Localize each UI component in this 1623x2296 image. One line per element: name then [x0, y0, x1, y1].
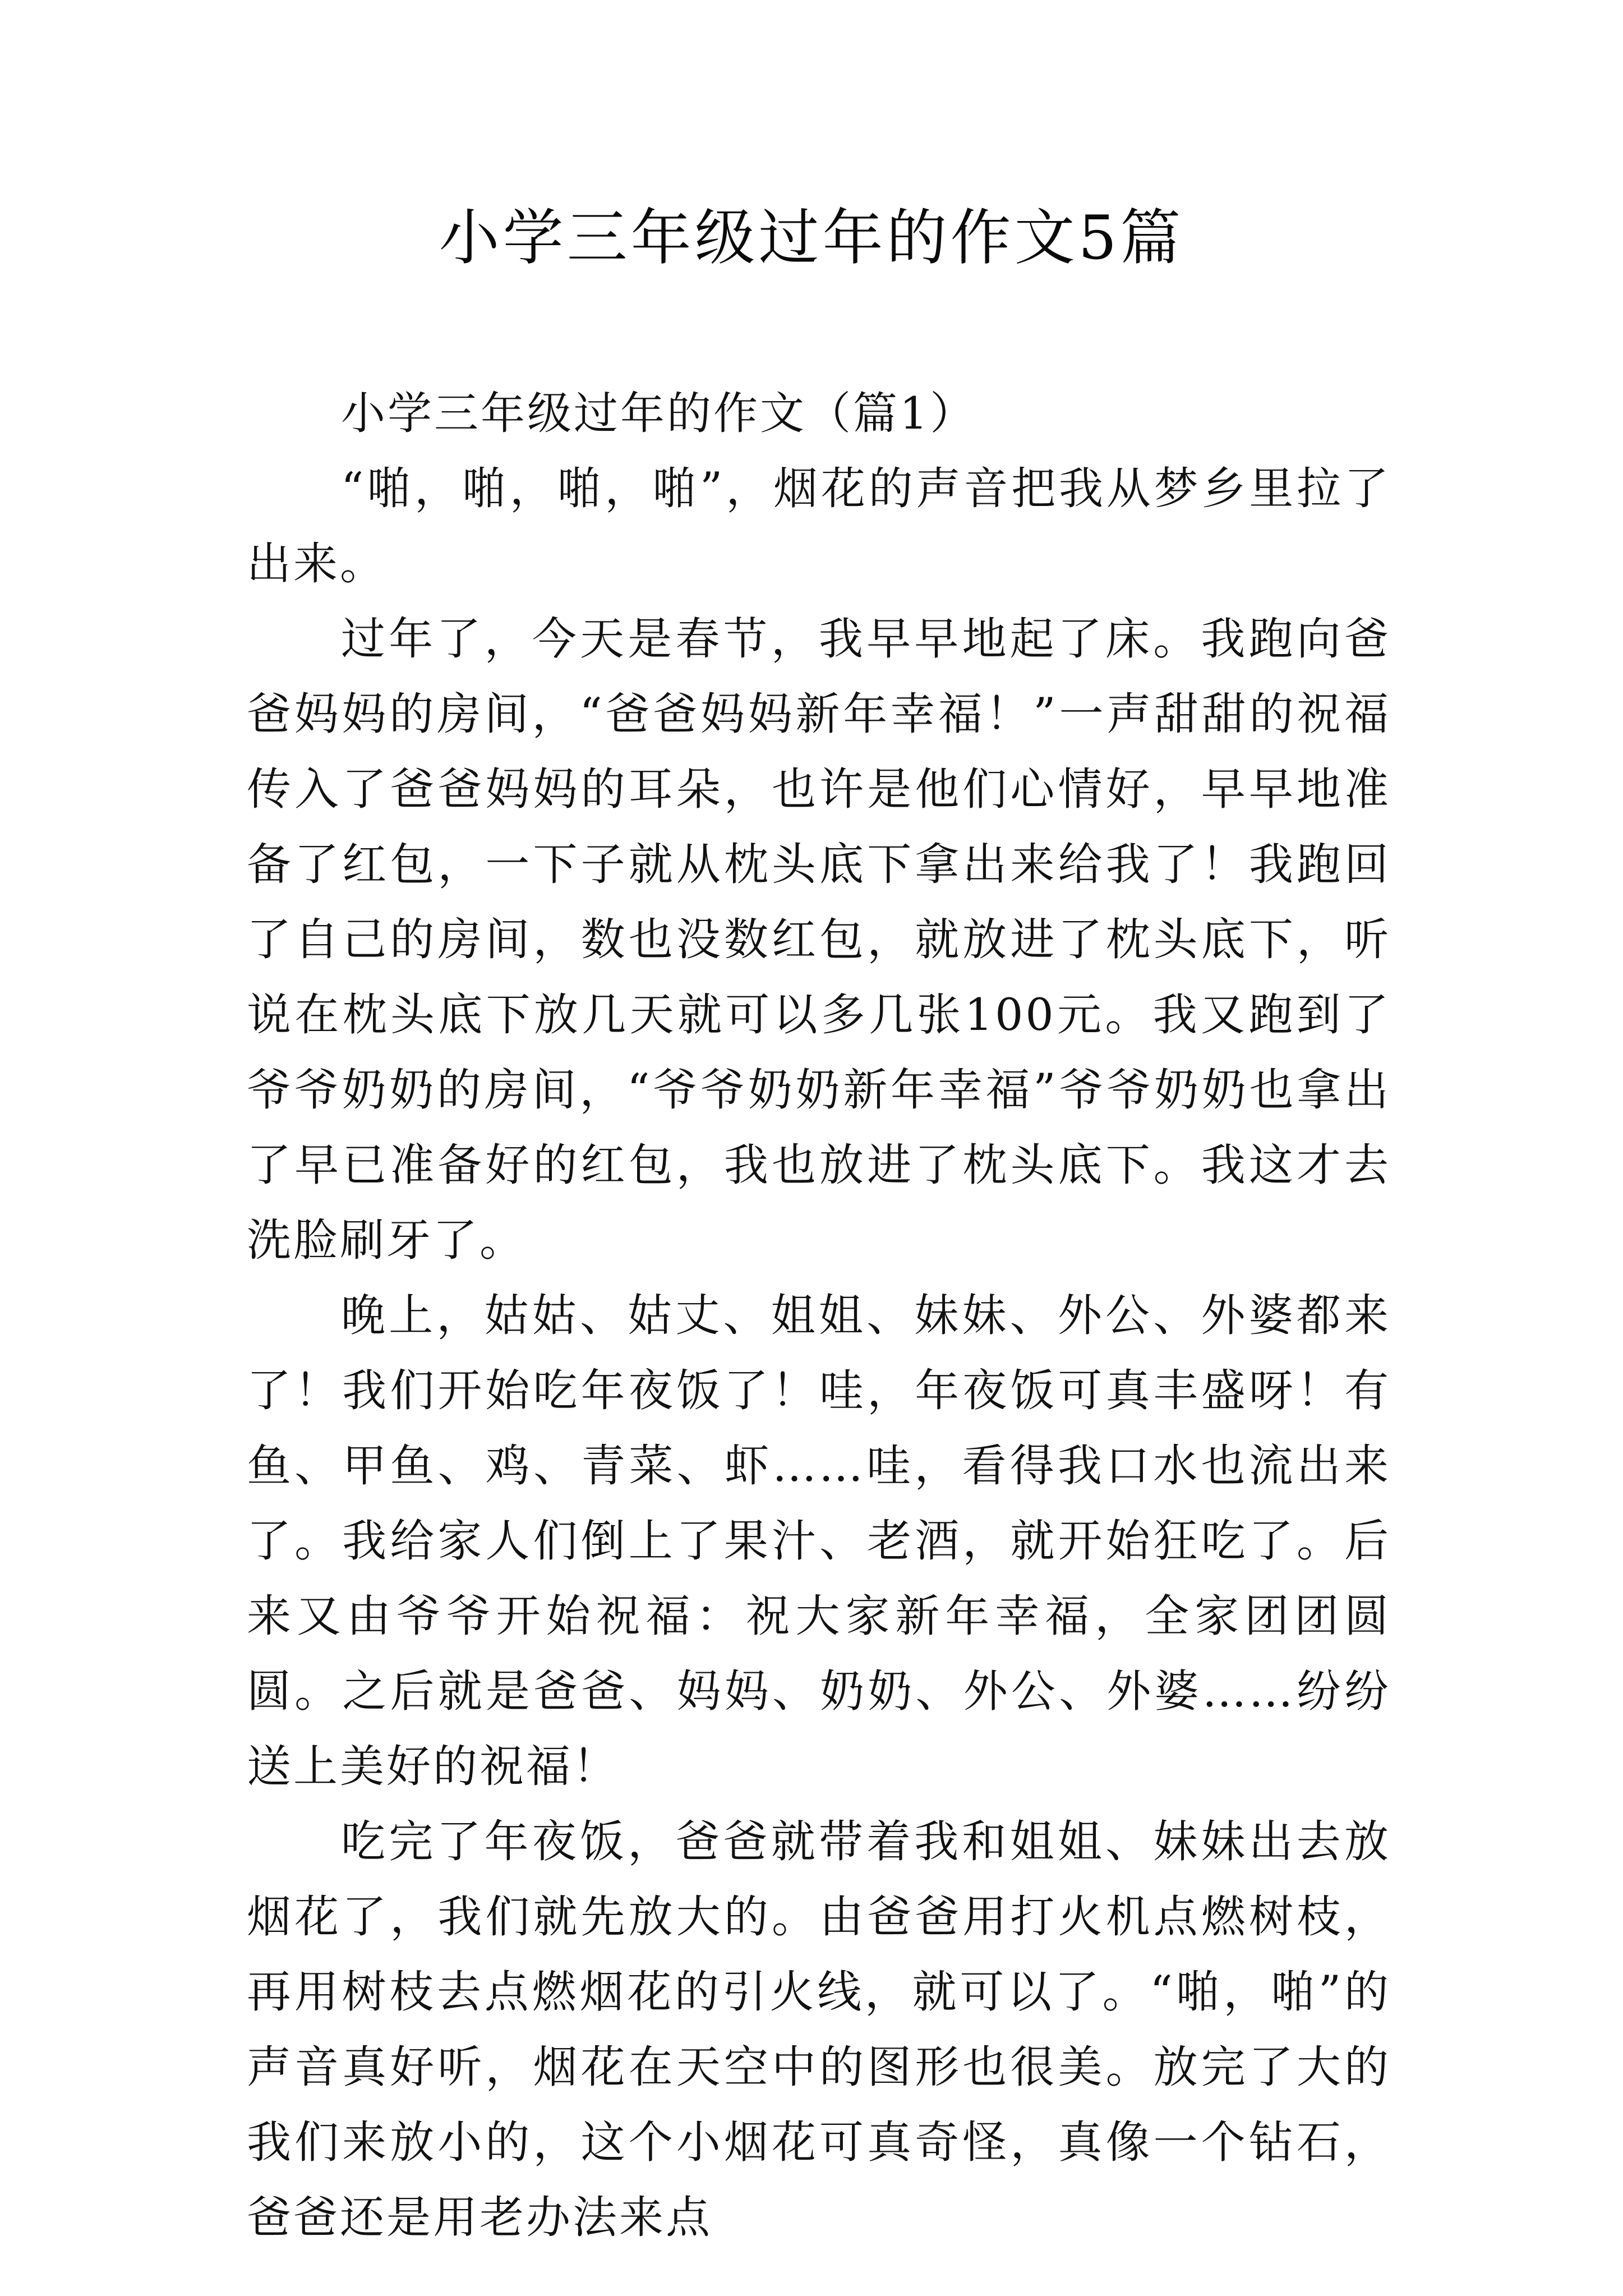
paragraph: 过年了，今天是春节，我早早地起了床。我跑向爸爸妈妈的房间，“爸爸妈妈新年幸福！”一声甜甜的祝福传入了爸爸妈妈的耳朵，也许是他们心情好，早早地准备了红包，一下子就从枕头底下拿出来给我了！我跑回了自己的房间，数也没数红包，就放进了枕头底下，听说在枕头底下放几天就可以多几张100元。我又跑到了爷爷奶奶的房间，“爷爷奶奶新年幸福”爷爷奶奶也拿出了早已准备好的红包，我也放进了枕头底下。我这才去洗脸刷牙了。 — [247, 613, 1391, 1266]
document-body — [247, 376, 1391, 2255]
document-title: 小学三年级过年的作文5篇 — [439, 203, 1184, 273]
paragraph: 晚上，姑姑、姑丈、姐姐、妹妹、外公、外婆都来了！我们开始吃年夜饭了！哇，年夜饭可真丰盛呀！有鱼、甲鱼、鸡、青菜、虾……哇，看得我口水也流出来了。我给家人们倒上了果汁、老酒，就开始狂吃了。后来又由爷爷开始祝福：祝大家新年幸福，全家团团圆圆。之后就是爸爸、妈妈、奶奶、外公、外婆……纷纷送上美好的祝福！ — [247, 1290, 1391, 1792]
paragraph: “啪，啪，啪，啪”，烟花的声音把我从梦乡里拉了出来。 — [247, 463, 1391, 590]
paragraph: 吃完了年夜饭，爸爸就带着我和姐姐、妹妹出去放烟花了，我们就先放大的。由爸爸用打火机点燃树枝，再用树枝去点燃烟花的引火线，就可以了。“啪，啪”的声音真好听，烟花在天空中的图形也很美。放完了大的我们来放小的，这个小烟花可真奇怪，真像一个钻石，爸爸还是用老办法来点 — [247, 1816, 1391, 2243]
section-heading: 小学三年级过年的作文（篇1） — [341, 388, 977, 439]
